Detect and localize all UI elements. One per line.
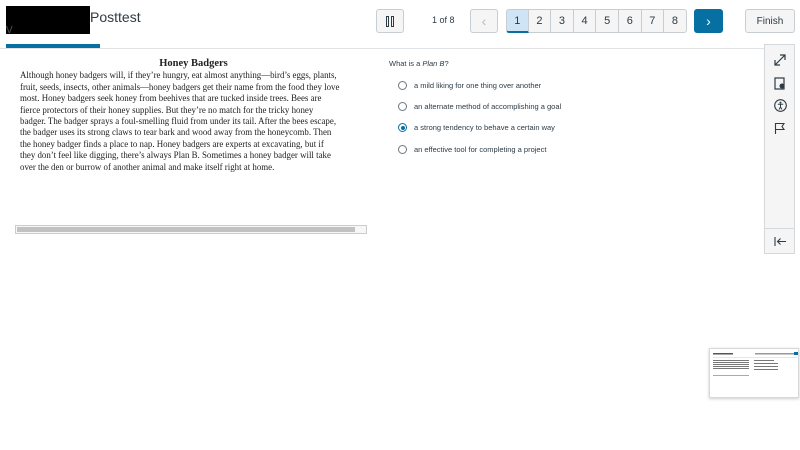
page-button-7[interactable]: 7 (642, 9, 665, 33)
accessibility-icon[interactable] (772, 97, 788, 113)
finish-button[interactable]: Finish (745, 9, 795, 33)
page-button-4[interactable]: 4 (574, 9, 597, 33)
answer-option[interactable] (398, 123, 555, 132)
collapse-panel-icon[interactable] (772, 233, 788, 249)
pause-icon (386, 16, 394, 27)
answer-option-label: an effective tool for completing a project (414, 145, 547, 154)
next-button[interactable] (694, 9, 723, 33)
page-button-5[interactable]: 5 (596, 9, 619, 33)
tools-panel (764, 44, 795, 254)
previous-button[interactable] (470, 9, 498, 33)
passage-text: Although honey badgers will, if they’re hungry, eat almost anything—bird’s eggs, plants, fruit, seeds, insects, other animals—honey badgers get their name from the food they love most. Honey badgers seek honey from beehives that are tucked inside trees. Bees are fierce protectors of their honey supplies. But they’re no match for the tricky honey badger. The badger sprays a foul-smelling fluid from under its tail. After the bees escape, the badger uses its strong claws to tear bark and wood away from the honeycomb. Then the honey badger finds a place to nap. Honey badgers are experts at excavating, but if they don’t feel like digging, there’s always Plan B. Sometimes a honey badger will take over the den or burrow of another animal and make itself right at home. (20, 70, 340, 172)
question-prompt-term: Plan B (422, 59, 445, 68)
radio-unchecked-icon[interactable] (398, 81, 407, 90)
page-button-6[interactable]: 6 (619, 9, 642, 33)
chevron-right-icon: › (706, 13, 711, 29)
question-counter: 1 of 8 (432, 15, 455, 25)
answer-option[interactable] (398, 102, 561, 111)
expand-icon[interactable] (772, 52, 788, 68)
thumbnail-image (710, 349, 800, 399)
scrollbar-thumb[interactable] (17, 227, 355, 232)
chevron-left-icon: ‹ (481, 13, 487, 29)
radio-unchecked-icon[interactable] (398, 102, 407, 111)
radio-checked-icon[interactable] (398, 123, 407, 132)
answer-option-label: a mild liking for one thing over another (414, 81, 542, 90)
assessment-title (6, 6, 141, 34)
passage-title: Honey Badgers (159, 58, 228, 69)
question-prompt (389, 59, 449, 68)
page-button-3[interactable]: 3 (551, 9, 574, 33)
tools-divider (765, 228, 794, 229)
page-button-1[interactable]: 1 (506, 9, 529, 33)
pause-button[interactable] (376, 9, 404, 33)
page-thumbnail-preview[interactable] (709, 348, 799, 398)
radio-unchecked-icon[interactable] (398, 145, 407, 154)
answer-option-label: a strong tendency to behave a certain way (414, 123, 555, 132)
reading-passage (20, 58, 367, 186)
header-divider (0, 48, 764, 49)
redaction-block (6, 6, 90, 34)
answer-option[interactable] (398, 81, 541, 90)
page-button-8[interactable]: 8 (664, 9, 687, 33)
question-prompt-suffix: ? (444, 59, 449, 68)
notepad-icon[interactable] (772, 75, 788, 91)
page-button-2[interactable]: 2 (529, 9, 552, 33)
question-pagination (506, 9, 687, 33)
assessment-title-text: Posttest (90, 9, 141, 25)
assessment-subtitle: V (6, 25, 13, 36)
flag-icon[interactable] (772, 120, 788, 136)
question-prompt-prefix: What is a (389, 59, 423, 68)
answer-option[interactable] (398, 145, 546, 154)
answer-option-label: an alternate method of accomplishing a goal (414, 102, 562, 111)
passage-horizontal-scrollbar[interactable] (15, 225, 367, 234)
